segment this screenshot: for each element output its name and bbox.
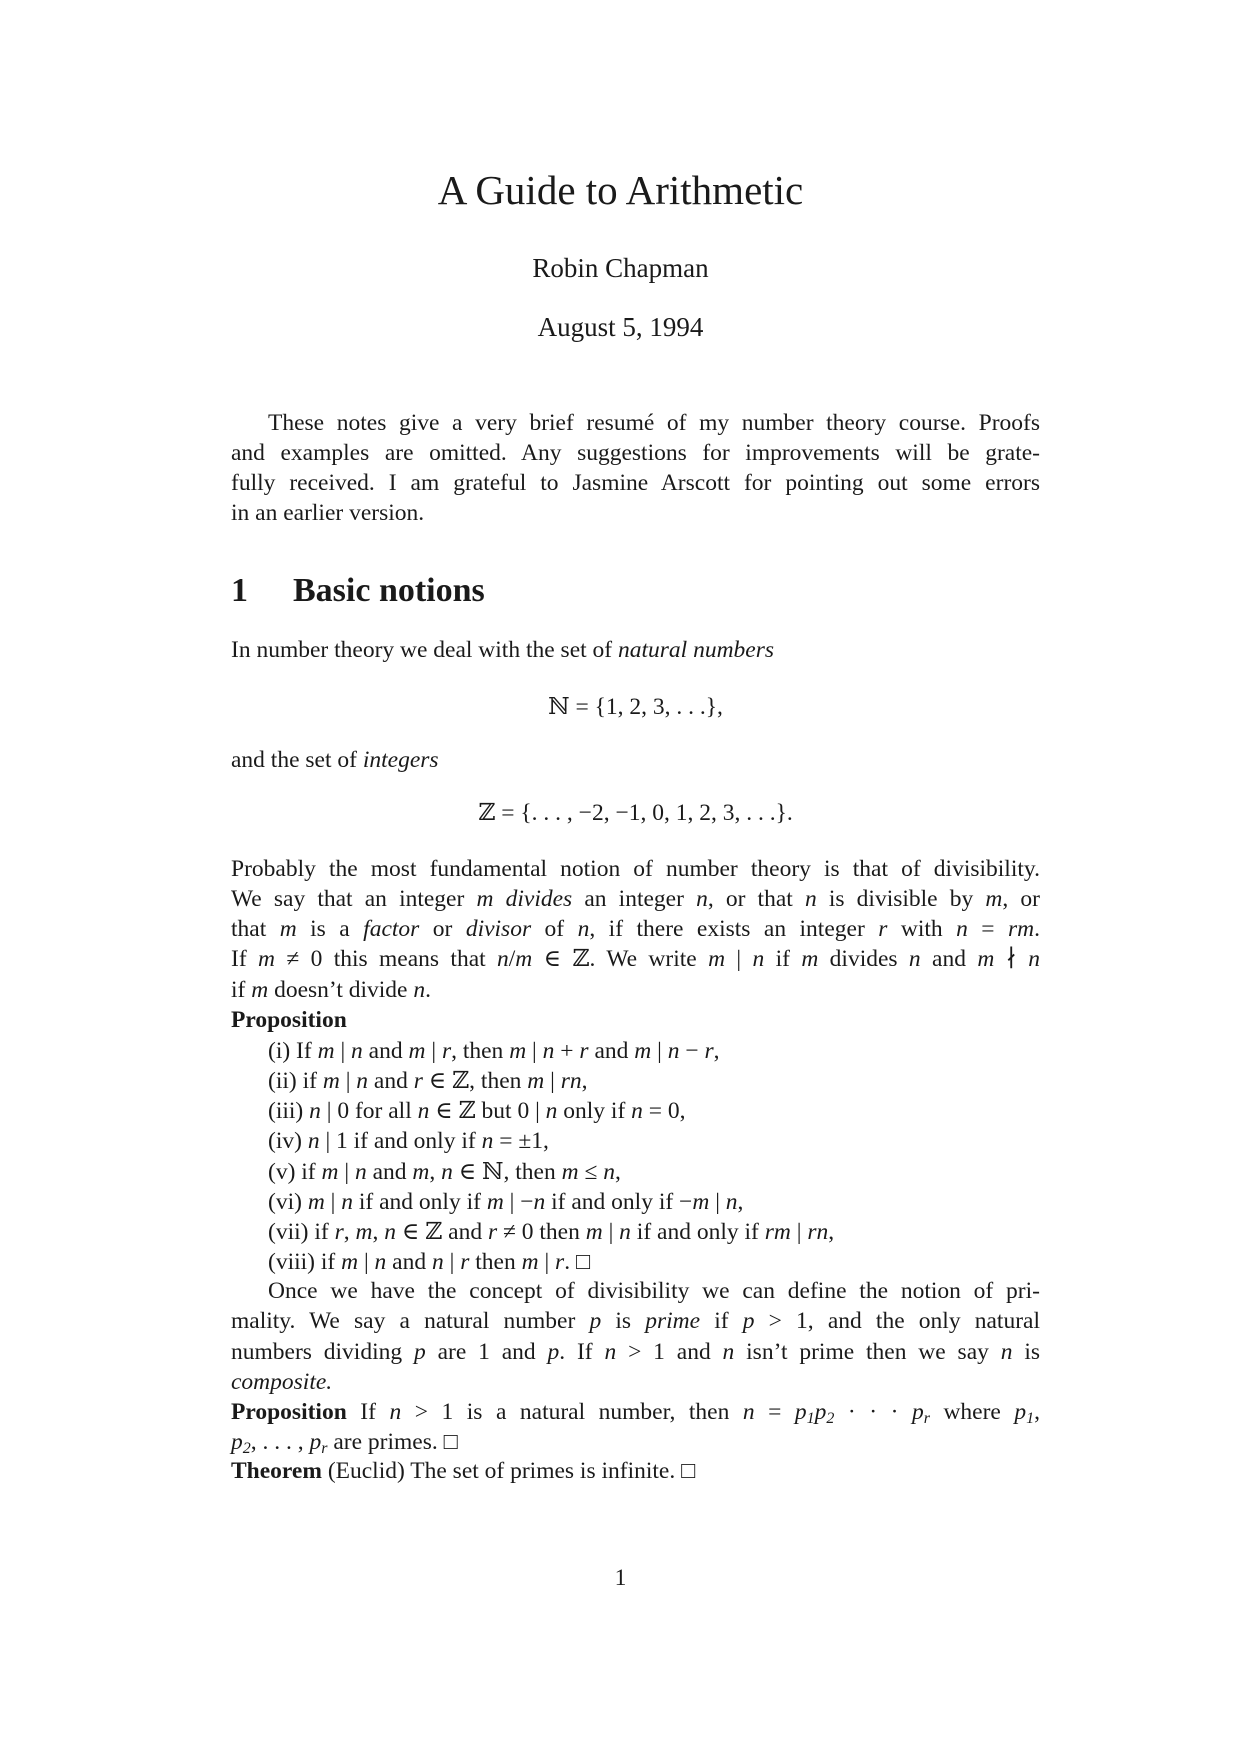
text: ≠ 0 this means that <box>275 946 498 972</box>
bold-text: Proposition <box>231 1007 347 1033</box>
text: (ii) if <box>268 1068 323 1094</box>
italic-text: m <box>317 1038 335 1064</box>
italic-text: r <box>334 1219 344 1245</box>
text: Once we have the concept of divisibility we can define the notion of pri- <box>268 1278 1040 1304</box>
italic-text: n <box>497 946 509 972</box>
italic-text: n <box>374 1249 387 1275</box>
text: an integer <box>572 886 697 912</box>
italic-text: r <box>878 916 888 942</box>
subscript: 1 <box>806 1410 815 1427</box>
italic-text: m <box>527 1068 545 1094</box>
italic-text: n <box>431 1249 444 1275</box>
italic-text: n <box>956 916 968 942</box>
italic-text: m <box>412 1159 430 1185</box>
text: / <box>508 946 516 972</box>
text: or <box>419 916 466 942</box>
italic-text: r <box>704 1038 714 1064</box>
italic-text: m <box>258 946 275 972</box>
italic-text: divisor <box>465 916 532 942</box>
text-line <box>231 1005 1040 1035</box>
text: are 1 and <box>425 1339 548 1365</box>
italic-text: p <box>589 1308 602 1334</box>
text: . <box>1034 916 1041 942</box>
text: (iv) <box>268 1128 308 1154</box>
text: , . . . , <box>250 1429 310 1455</box>
text: if <box>700 1308 743 1334</box>
italic-text: divides <box>505 886 573 912</box>
italic-text: rm <box>764 1219 791 1245</box>
italic-text: n <box>545 1098 558 1124</box>
text: = ±1, <box>493 1128 549 1154</box>
text-line <box>231 635 1040 665</box>
text: , <box>343 1219 356 1245</box>
text: | <box>790 1219 808 1245</box>
italic-text: n <box>441 1159 453 1185</box>
italic-text: n <box>619 1219 631 1245</box>
text: (vi) <box>268 1189 308 1215</box>
text: if <box>231 977 252 1003</box>
text: = <box>967 916 1009 942</box>
text: is divisible by <box>816 886 986 912</box>
author: Robin Chapman <box>532 253 709 283</box>
text: Probably the most fundamental notion of number theory is that of divisibility. <box>231 856 1040 882</box>
text: | <box>725 946 753 972</box>
text-line <box>268 1217 1040 1247</box>
italic-text: n <box>603 1159 615 1185</box>
italic-text: r <box>487 1219 498 1245</box>
text-line <box>268 1276 1040 1306</box>
text-line <box>231 884 1040 914</box>
text: , <box>828 1219 835 1245</box>
text: and <box>366 1159 413 1185</box>
text: if and only if <box>353 1189 487 1215</box>
italic-text: m <box>341 1249 359 1275</box>
text: , if there exists an integer <box>589 916 879 942</box>
text: ≤ <box>578 1159 604 1185</box>
text: | <box>339 1068 357 1094</box>
text: is <box>601 1308 646 1334</box>
italic-text: m <box>521 1249 539 1275</box>
text: + <box>554 1038 580 1064</box>
text: | <box>425 1038 442 1064</box>
text: , then <box>451 1038 510 1064</box>
text: (i) If <box>268 1038 318 1064</box>
text: ℕ = {1, 2, 3, . . .}, <box>548 694 723 720</box>
text: (vii) if <box>268 1219 335 1245</box>
italic-text: n <box>309 1098 321 1124</box>
text: is <box>1012 1339 1041 1365</box>
italic-text: p <box>309 1429 322 1455</box>
text: ∤ <box>994 946 1029 972</box>
bold-text: Proposition <box>231 1399 347 1425</box>
section-title: Basic notions <box>293 572 485 609</box>
text: (v) if <box>268 1159 322 1185</box>
italic-text: n <box>804 886 817 912</box>
text: where <box>929 1399 1015 1425</box>
italic-text: m <box>251 977 269 1003</box>
text: , <box>615 1159 621 1185</box>
italic-text: p <box>814 1399 827 1425</box>
text: and <box>368 1068 414 1094</box>
italic-text: n <box>413 977 426 1003</box>
text: fully received. I am grateful to Jasmine Arscott for pointing out some errors <box>231 470 1040 496</box>
text: divides <box>818 946 909 972</box>
text-line <box>231 1367 1040 1397</box>
text: doesn’t divide <box>268 977 414 1003</box>
text-line <box>231 745 1040 775</box>
text: | <box>526 1038 543 1064</box>
italic-text: r <box>579 1038 589 1064</box>
text: > 1, and the only natural <box>754 1308 1040 1334</box>
text: , <box>1034 1399 1040 1425</box>
subscript: 2 <box>826 1410 835 1427</box>
text: If <box>346 1399 390 1425</box>
italic-text: m <box>634 1038 652 1064</box>
document-title: A Guide to Arithmetic <box>437 167 804 213</box>
italic-text: n <box>356 1068 369 1094</box>
italic-text: m <box>321 1159 339 1185</box>
text: ∈ ℤ, then <box>422 1068 528 1094</box>
italic-text: n <box>742 1399 755 1425</box>
text: | <box>338 1159 355 1185</box>
page-number: 1 <box>614 1565 627 1591</box>
italic-text: r <box>460 1249 470 1275</box>
italic-text: p <box>547 1339 560 1365</box>
text: if and only if − <box>545 1189 693 1215</box>
text-line <box>268 1096 1040 1126</box>
text: If <box>231 946 259 972</box>
text: We say that an integer <box>231 886 477 912</box>
text: | − <box>503 1189 534 1215</box>
text: ≠ 0 then <box>497 1219 586 1245</box>
text: is a <box>296 916 364 942</box>
text: and <box>386 1249 432 1275</box>
italic-text: prime <box>645 1308 701 1334</box>
italic-text: m <box>585 1219 603 1245</box>
italic-text: p <box>1014 1399 1027 1425</box>
text: numbers dividing <box>231 1339 414 1365</box>
text: are primes. □ <box>327 1429 458 1455</box>
text: These notes give a very brief resumé of my number theory course. Proofs <box>268 410 1040 436</box>
bold-text: Theorem <box>231 1458 322 1484</box>
italic-text: n <box>389 1399 402 1425</box>
italic-text: m <box>307 1189 325 1215</box>
italic-text: n <box>341 1189 354 1215</box>
italic-text: p <box>911 1399 924 1425</box>
text: , <box>429 1159 442 1185</box>
text: then <box>469 1249 522 1275</box>
text: | <box>324 1189 342 1215</box>
text-line <box>231 1337 1040 1367</box>
text: (viii) if <box>268 1249 342 1275</box>
italic-text: n <box>384 1219 396 1245</box>
text-line <box>231 692 1040 722</box>
text-line <box>231 1397 1040 1427</box>
text-line <box>268 1066 1040 1096</box>
italic-text: n <box>533 1189 546 1215</box>
italic-text: integers <box>362 747 439 773</box>
italic-text: m <box>486 1189 504 1215</box>
italic-text: n <box>1028 946 1041 972</box>
text: . <box>425 977 431 1003</box>
italic-text: m <box>708 946 726 972</box>
italic-text: m <box>515 946 533 972</box>
text: that <box>231 916 280 942</box>
italic-text: m <box>476 886 494 912</box>
text: in an earlier version. <box>231 500 425 526</box>
text: (iii) <box>268 1098 310 1124</box>
italic-text: n <box>417 1098 430 1124</box>
text: if and only if <box>630 1219 765 1245</box>
subscript: r <box>321 1440 328 1457</box>
text: ∈ ℤ but 0 | <box>429 1098 546 1124</box>
italic-text: rn <box>560 1068 582 1094</box>
text: · · · <box>834 1399 912 1425</box>
italic-text: p <box>742 1308 755 1334</box>
text: , <box>372 1219 385 1245</box>
text: with <box>887 916 957 942</box>
italic-text: m <box>279 916 297 942</box>
subscript: 1 <box>1026 1410 1035 1427</box>
italic-text: p <box>231 1429 243 1455</box>
italic-text: r <box>413 1068 423 1094</box>
text: of <box>531 916 578 942</box>
text: | <box>651 1038 668 1064</box>
text: mality. We say a natural number <box>231 1308 590 1334</box>
italic-text: m <box>692 1189 710 1215</box>
italic-text: m <box>801 946 819 972</box>
text: | <box>709 1189 726 1215</box>
section-number: 1 <box>231 572 248 609</box>
text: ∈ ℤ and <box>395 1219 488 1245</box>
text-line <box>268 1036 1040 1066</box>
text: . If <box>559 1339 605 1365</box>
text: | <box>602 1219 620 1245</box>
italic-text: r <box>441 1038 452 1064</box>
text-line <box>231 914 1040 944</box>
text-line <box>231 1427 1040 1457</box>
text: | 0 for all <box>320 1098 418 1124</box>
italic-text: n <box>577 916 590 942</box>
italic-text: n <box>631 1098 643 1124</box>
text: > 1 is a natural number, then <box>401 1399 743 1425</box>
italic-text: natural numbers <box>617 637 775 663</box>
text: and <box>920 946 978 972</box>
text: and the set of <box>231 747 363 773</box>
date: August 5, 1994 <box>537 312 704 342</box>
text: ℤ = {. . . , −2, −1, 0, 1, 2, 3, . . .}. <box>478 800 793 826</box>
text-line <box>231 438 1040 468</box>
text-line <box>268 1247 1040 1277</box>
italic-text: n <box>908 946 921 972</box>
subscript: r <box>923 1410 930 1427</box>
text: ∈ ℤ. We write <box>532 946 709 972</box>
italic-text: m <box>322 1068 340 1094</box>
text: | <box>358 1249 375 1275</box>
text-line <box>231 468 1040 498</box>
italic-text: r <box>555 1249 565 1275</box>
italic-text: n <box>667 1038 680 1064</box>
text: . □ <box>564 1249 591 1275</box>
text-line <box>268 408 1040 438</box>
italic-text: n <box>351 1038 363 1064</box>
text: (Euclid) The set of primes is infinite. □ <box>321 1458 696 1484</box>
text-line <box>231 1306 1040 1336</box>
text: = 0, <box>642 1098 686 1124</box>
text: and <box>588 1038 635 1064</box>
italic-text: n <box>307 1128 320 1154</box>
italic-text: n <box>354 1159 367 1185</box>
text-line <box>268 1157 1040 1187</box>
text: > 1 and <box>616 1339 723 1365</box>
text-line <box>231 975 1040 1005</box>
text-line <box>268 1126 1040 1156</box>
italic-text: n <box>481 1128 494 1154</box>
italic-text: factor <box>363 916 420 942</box>
italic-text: m <box>408 1038 426 1064</box>
italic-text: rn <box>807 1219 829 1245</box>
italic-text: n <box>696 886 708 912</box>
text-line <box>268 1187 1040 1217</box>
text: , or that <box>707 886 805 912</box>
text: = <box>754 1399 795 1425</box>
text: | <box>544 1068 561 1094</box>
text-line <box>231 498 1040 528</box>
text: if <box>764 946 802 972</box>
italic-text: n <box>1000 1339 1013 1365</box>
text: only if <box>557 1098 632 1124</box>
text <box>493 886 505 912</box>
text: , <box>737 1189 744 1215</box>
text: and examples are omitted. Any suggestions for improvements will be grate- <box>231 440 1040 466</box>
italic-text: m <box>355 1219 373 1245</box>
text: ∈ ℕ, then <box>452 1159 562 1185</box>
text-line <box>231 1456 1040 1486</box>
text: isn’t prime then we say <box>734 1339 1001 1365</box>
italic-text: m <box>509 1038 527 1064</box>
text: | <box>334 1038 352 1064</box>
text: In number theory we deal with the set of <box>231 637 618 663</box>
italic-text: n <box>604 1339 617 1365</box>
italic-text: n <box>725 1189 738 1215</box>
text-line <box>231 854 1040 884</box>
italic-text: n <box>722 1339 735 1365</box>
italic-text: p <box>794 1399 807 1425</box>
subscript: 2 <box>242 1440 251 1457</box>
text: , or <box>1002 886 1041 912</box>
italic-text: m <box>985 886 1003 912</box>
text: , <box>713 1038 720 1064</box>
italic-text: p <box>413 1339 426 1365</box>
italic-text: m <box>561 1159 579 1185</box>
italic-text: n <box>752 946 765 972</box>
text: | <box>538 1249 556 1275</box>
italic-text: n <box>542 1038 555 1064</box>
text: , <box>581 1068 588 1094</box>
text: and <box>362 1038 409 1064</box>
italic-text: rm <box>1008 916 1035 942</box>
text: − <box>679 1038 705 1064</box>
italic-text: composite. <box>231 1369 333 1395</box>
text: | <box>443 1249 461 1275</box>
text: | 1 if and only if <box>319 1128 482 1154</box>
text-line <box>231 798 1040 828</box>
text-line <box>231 944 1040 974</box>
italic-text: m <box>977 946 995 972</box>
